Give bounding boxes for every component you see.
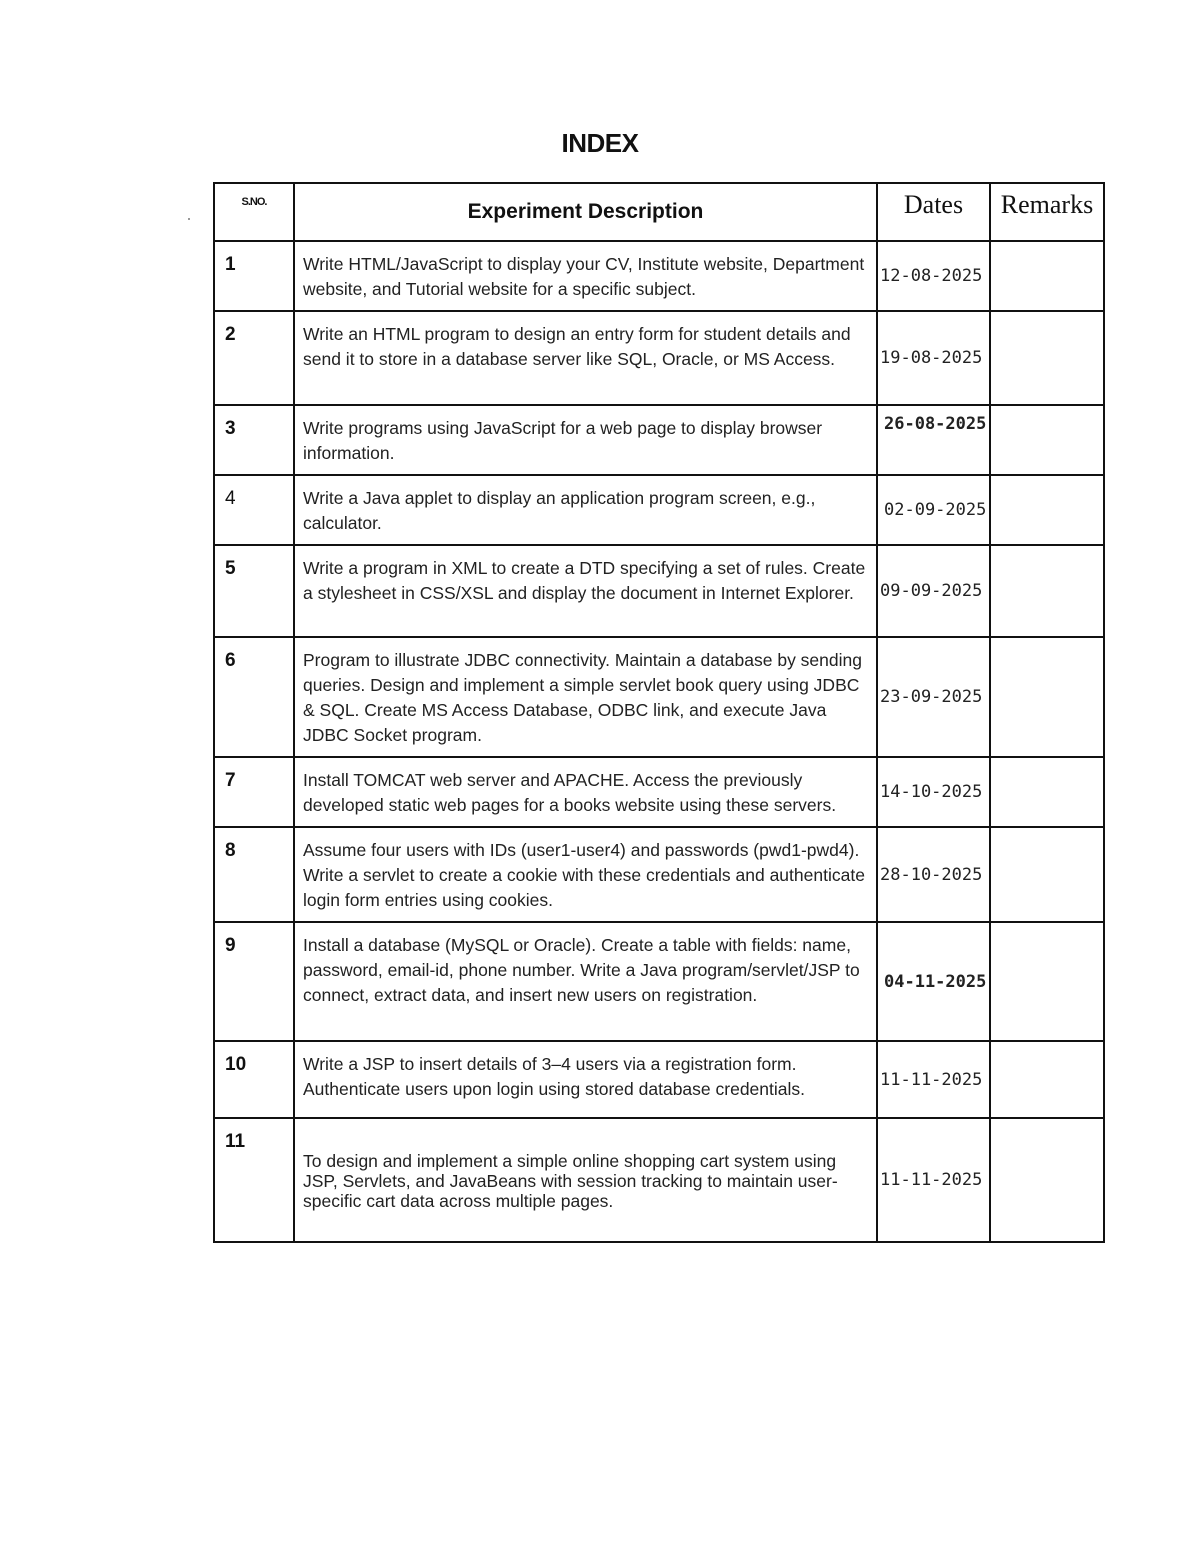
page-title: INDEX [561, 128, 639, 158]
index-table [213, 182, 1105, 1243]
table-row [214, 475, 1104, 545]
table-row [214, 405, 1104, 475]
row-date: 26-08-2025 [877, 405, 990, 475]
row-description: Install TOMCAT web server and APACHE. Access the previously developed static web pages for a books website using these servers. [294, 757, 877, 827]
row-description: Write a program in XML to create a DTD specifying a set of rules. Create a stylesheet in CSS/XSL and display the document in Internet Explorer. [294, 545, 877, 637]
row-sno: 10 [214, 1041, 294, 1118]
row-sno: 9 [214, 922, 294, 1041]
row-date: 04-11-2025 [877, 922, 990, 1041]
header-dates: Dates [877, 183, 990, 241]
row-description: Program to illustrate JDBC connectivity. Maintain a database by sending queries. Design and implement a simple servlet book query using JDBC & SQL. Create MS Access Database, ODBC link, and execute Java JDBC Socket program. [294, 637, 877, 757]
table-row [214, 922, 1104, 1041]
row-remarks [990, 311, 1104, 405]
table-row [214, 1041, 1104, 1118]
row-remarks [990, 757, 1104, 827]
row-remarks [990, 922, 1104, 1041]
row-date: 09-09-2025 [877, 545, 990, 637]
table-row [214, 545, 1104, 637]
row-remarks [990, 1041, 1104, 1118]
row-remarks [990, 545, 1104, 637]
row-date: 28-10-2025 [877, 827, 990, 922]
row-date: 11-11-2025 [877, 1041, 990, 1118]
row-description: To design and implement a simple online shopping cart system using JSP, Servlets, and JavaBeans with session tracking to maintain user-specific cart data across multiple pages. [294, 1118, 877, 1242]
row-sno: 11 [214, 1118, 294, 1242]
row-description: Write programs using JavaScript for a web page to display browser information. [294, 405, 877, 475]
row-sno: 5 [214, 545, 294, 637]
row-date: 12-08-2025 [877, 241, 990, 311]
table-row [214, 311, 1104, 405]
row-remarks [990, 241, 1104, 311]
row-sno: 6 [214, 637, 294, 757]
row-description: Write a Java applet to display an application program screen, e.g., calculator. [294, 475, 877, 545]
stray-mark [188, 218, 190, 220]
row-date: 14-10-2025 [877, 757, 990, 827]
row-remarks [990, 405, 1104, 475]
header-remarks: Remarks [990, 183, 1104, 241]
row-sno: 3 [214, 405, 294, 475]
row-description: Install a database (MySQL or Oracle). Create a table with fields: name, password, email-id, phone number. Write a Java program/servlet/JSP to connect, extract data, and insert new users on registration. [294, 922, 877, 1041]
row-date: 11-11-2025 [877, 1118, 990, 1242]
table-row [214, 757, 1104, 827]
table-header-row [214, 183, 1104, 241]
row-remarks [990, 637, 1104, 757]
row-description: Write a JSP to insert details of 3–4 users via a registration form. Authenticate users upon login using stored database credentials. [294, 1041, 877, 1118]
table-row [214, 1118, 1104, 1242]
row-sno: 2 [214, 311, 294, 405]
row-description: Write HTML/JavaScript to display your CV, Institute website, Department website, and Tutorial website for a specific subject. [294, 241, 877, 311]
row-description: Write an HTML program to design an entry form for student details and send it to store in a database server like SQL, Oracle, or MS Access. [294, 311, 877, 405]
header-description: Experiment Description [294, 183, 877, 241]
row-sno: 4 [214, 475, 294, 545]
row-remarks [990, 475, 1104, 545]
row-description: Assume four users with IDs (user1-user4) and passwords (pwd1-pwd4). Write a servlet to create a cookie with these credentials and authenticate login form entries using cookies. [294, 827, 877, 922]
row-date: 19-08-2025 [877, 311, 990, 405]
table-row [214, 827, 1104, 922]
row-remarks [990, 1118, 1104, 1242]
row-date: 02-09-2025 [877, 475, 990, 545]
row-sno: 1 [214, 241, 294, 311]
row-date: 23-09-2025 [877, 637, 990, 757]
header-sno: S.NO. [214, 183, 294, 241]
row-sno: 8 [214, 827, 294, 922]
table-row [214, 241, 1104, 311]
row-remarks [990, 827, 1104, 922]
table-row [214, 637, 1104, 757]
row-sno: 7 [214, 757, 294, 827]
